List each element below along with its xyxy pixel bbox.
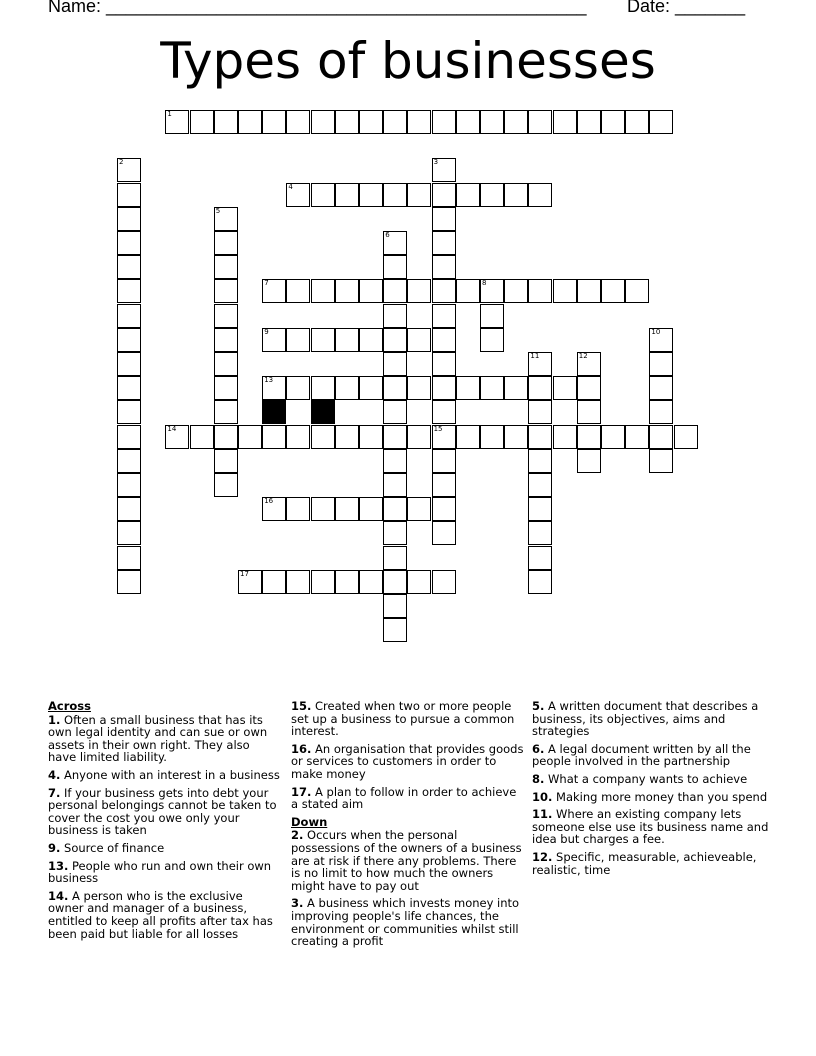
- grid-cell[interactable]: [649, 328, 673, 352]
- grid-cell[interactable]: [432, 473, 456, 497]
- grid-cell[interactable]: [432, 110, 456, 134]
- grid-cell[interactable]: [383, 497, 407, 521]
- grid-cell[interactable]: [165, 110, 189, 134]
- grid-cell[interactable]: [286, 110, 310, 134]
- grid-cell[interactable]: [432, 183, 456, 207]
- grid-cell[interactable]: [528, 497, 552, 521]
- grid-cell[interactable]: [649, 352, 673, 376]
- clues-column-3: [532, 700, 772, 881]
- grid-cell[interactable]: [432, 521, 456, 545]
- grid-cell[interactable]: [432, 400, 456, 424]
- grid-cell[interactable]: [262, 328, 286, 352]
- grid-cell[interactable]: [383, 231, 407, 255]
- grid-cell[interactable]: [432, 449, 456, 473]
- grid-cell[interactable]: [117, 376, 141, 400]
- grid-cell[interactable]: [359, 110, 383, 134]
- grid-cell[interactable]: [311, 570, 335, 594]
- grid-cell[interactable]: [214, 376, 238, 400]
- grid-cell[interactable]: [577, 110, 601, 134]
- clue-number: 3: [433, 158, 439, 167]
- grid-cell[interactable]: [674, 425, 698, 449]
- clue-number: 5: [215, 206, 221, 215]
- grid-cell[interactable]: [359, 279, 383, 303]
- grid-cell[interactable]: [214, 473, 238, 497]
- clue-down-5: 5. A written document that describes a business, its objectives, aims and strategies: [532, 699, 759, 739]
- grid-cell[interactable]: [407, 279, 431, 303]
- grid-cell[interactable]: [335, 376, 359, 400]
- grid-cell[interactable]: [238, 570, 262, 594]
- clue-down-8: 8. What a company wants to achieve: [532, 771, 748, 786]
- grid-cell[interactable]: [286, 328, 310, 352]
- grid-cell[interactable]: [383, 594, 407, 618]
- grid-cell[interactable]: [528, 425, 552, 449]
- grid-cell[interactable]: [311, 110, 335, 134]
- grid-cell[interactable]: [214, 207, 238, 231]
- grid-cell[interactable]: [528, 110, 552, 134]
- grid-cell[interactable]: [407, 425, 431, 449]
- clue-across-1: 1. Often a small business that has its own legal identity and can sue or own assets in their own right. They also have limited liability.: [48, 712, 268, 765]
- grid-cell[interactable]: [577, 376, 601, 400]
- grid-cell[interactable]: [528, 376, 552, 400]
- grid-cell[interactable]: [117, 400, 141, 424]
- grid-cell[interactable]: [117, 158, 141, 182]
- grid-cell[interactable]: [262, 279, 286, 303]
- grid-cell[interactable]: [286, 497, 310, 521]
- clue-across-9: 9. Source of finance: [48, 840, 165, 855]
- clue-number: 11: [530, 352, 540, 360]
- clue-number: 8: [482, 279, 487, 288]
- clue-across-16: 16. An organisation that provides goods or services to customers in order to make money: [291, 741, 524, 781]
- clue-down-3: 3. A business which invests money into improving people's life chances, the environment or communities whilst still creating a profit: [291, 896, 520, 949]
- grid-cell[interactable]: [625, 279, 649, 303]
- grid-cell[interactable]: [214, 400, 238, 424]
- clue-number: 17: [240, 569, 249, 578]
- grid-cell[interactable]: [504, 425, 528, 449]
- date-line[interactable]: _______: [675, 0, 746, 16]
- grid-cell[interactable]: [432, 279, 456, 303]
- clue-number: 4: [288, 182, 293, 191]
- grid-cell[interactable]: [553, 376, 577, 400]
- grid-cell[interactable]: [649, 110, 673, 134]
- grid-cell[interactable]: [383, 328, 407, 352]
- grid-cell[interactable]: [262, 110, 286, 134]
- grid-cell[interactable]: [117, 449, 141, 473]
- grid-cell[interactable]: [190, 110, 214, 134]
- grid-cell[interactable]: [214, 425, 238, 449]
- grid-cell[interactable]: [528, 400, 552, 424]
- clue-across-7: 7. If your business gets into debt your personal belongings cannot be taken to cover the cost you owe only your business is taken: [48, 785, 277, 838]
- grid-cell[interactable]: [456, 376, 480, 400]
- clue-number: 1: [167, 110, 172, 118]
- grid-cell[interactable]: [432, 158, 456, 182]
- grid-cell[interactable]: [311, 279, 335, 303]
- grid-cell[interactable]: [383, 400, 407, 424]
- grid-cell[interactable]: [432, 376, 456, 400]
- grid-cell[interactable]: [504, 376, 528, 400]
- name-line[interactable]: ________________________________________________: [106, 0, 587, 16]
- grid-cell[interactable]: [456, 425, 480, 449]
- clue-down-12: 12. Specific, measurable, achieveable, realistic, time: [532, 849, 757, 877]
- clue-number: 14: [167, 424, 177, 433]
- down-heading: Down: [291, 814, 328, 829]
- grid-cell[interactable]: [577, 352, 601, 376]
- grid-cell[interactable]: [577, 400, 601, 424]
- grid-cell[interactable]: [286, 279, 310, 303]
- grid-cell[interactable]: [383, 304, 407, 328]
- grid-cell[interactable]: [117, 497, 141, 521]
- grid-cell[interactable]: [649, 400, 673, 424]
- grid-cell[interactable]: [286, 425, 310, 449]
- grid-cell[interactable]: [528, 352, 552, 376]
- grid-cell[interactable]: [359, 183, 383, 207]
- grid-cell[interactable]: [601, 279, 625, 303]
- grid-cell[interactable]: [214, 304, 238, 328]
- grid-cell[interactable]: [383, 183, 407, 207]
- grid-cell[interactable]: [117, 279, 141, 303]
- grid-cell[interactable]: [214, 110, 238, 134]
- grid-cell[interactable]: [383, 279, 407, 303]
- grid-cell[interactable]: [601, 425, 625, 449]
- clue-number: 15: [433, 424, 443, 433]
- grid-cell[interactable]: [214, 449, 238, 473]
- clue-across-13: 13. People who run and own their own business: [48, 858, 272, 886]
- grid-cell[interactable]: [311, 425, 335, 449]
- date-label: Date:: [627, 0, 671, 16]
- clue-across-15: 15. Created when two or more people set up a business to pursue a common interest.: [291, 699, 515, 739]
- grid-cell[interactable]: [117, 352, 141, 376]
- puzzle-title: Types of businesses: [160, 32, 656, 90]
- grid-cell[interactable]: [649, 449, 673, 473]
- grid-cell[interactable]: [432, 352, 456, 376]
- grid-cell[interactable]: [407, 110, 431, 134]
- grid-cell[interactable]: [335, 497, 359, 521]
- grid-cell[interactable]: [480, 425, 504, 449]
- grid-cell[interactable]: [311, 497, 335, 521]
- grid-cell[interactable]: [432, 497, 456, 521]
- grid-cell[interactable]: [214, 255, 238, 279]
- grid-cell[interactable]: [504, 183, 528, 207]
- black-square: [311, 400, 335, 424]
- grid-cell[interactable]: [528, 570, 552, 594]
- grid-cell[interactable]: [117, 570, 141, 594]
- grid-cell[interactable]: [238, 425, 262, 449]
- grid-cell[interactable]: [383, 521, 407, 545]
- grid-cell[interactable]: [335, 110, 359, 134]
- grid-cell[interactable]: [407, 183, 431, 207]
- grid-cell[interactable]: [359, 328, 383, 352]
- clue-number: 7: [264, 279, 269, 288]
- grid-cell[interactable]: [262, 497, 286, 521]
- grid-cell[interactable]: [528, 449, 552, 473]
- grid-cell[interactable]: [601, 110, 625, 134]
- grid-cell[interactable]: [407, 328, 431, 352]
- grid-cell[interactable]: [577, 279, 601, 303]
- grid-cell[interactable]: [432, 328, 456, 352]
- grid-cell[interactable]: [480, 376, 504, 400]
- grid-cell[interactable]: [311, 183, 335, 207]
- grid-cell[interactable]: [335, 183, 359, 207]
- grid-cell[interactable]: [383, 110, 407, 134]
- grid-cell[interactable]: [214, 231, 238, 255]
- grid-cell[interactable]: [383, 570, 407, 594]
- grid-cell[interactable]: [311, 376, 335, 400]
- grid-cell[interactable]: [456, 183, 480, 207]
- grid-cell[interactable]: [504, 110, 528, 134]
- grid-cell[interactable]: [528, 473, 552, 497]
- clue-down-2: 2. Occurs when the personal possessions of the owners of a business are at risk if there any problems. There is no limit to how much the owners might have to pay out: [291, 828, 522, 893]
- clue-number: 10: [651, 327, 661, 336]
- grid-cell[interactable]: [383, 546, 407, 570]
- grid-cell[interactable]: [432, 255, 456, 279]
- grid-cell[interactable]: [214, 352, 238, 376]
- grid-cell[interactable]: [117, 546, 141, 570]
- clue-number: 2: [119, 158, 124, 167]
- grid-cell[interactable]: [407, 570, 431, 594]
- grid-cell[interactable]: [262, 570, 286, 594]
- grid-cell[interactable]: [504, 279, 528, 303]
- grid-cell[interactable]: [117, 207, 141, 231]
- grid-cell[interactable]: [359, 497, 383, 521]
- grid-cell[interactable]: [383, 352, 407, 376]
- grid-cell[interactable]: [625, 110, 649, 134]
- clue-down-10: 10. Making more money than you spend: [532, 789, 768, 804]
- clue-number: 13: [264, 376, 274, 385]
- grid-cell[interactable]: [528, 279, 552, 303]
- grid-cell[interactable]: [432, 425, 456, 449]
- grid-cell[interactable]: [262, 425, 286, 449]
- grid-cell[interactable]: [649, 376, 673, 400]
- grid-cell[interactable]: [528, 546, 552, 570]
- grid-cell[interactable]: [383, 473, 407, 497]
- grid-cell[interactable]: [480, 183, 504, 207]
- grid-cell[interactable]: [383, 618, 407, 642]
- grid-cell[interactable]: [286, 376, 310, 400]
- grid-cell[interactable]: [117, 521, 141, 545]
- clue-down-11: 11. Where an existing company lets someone else use its business name and idea but charges a fee.: [532, 807, 769, 847]
- clue-across-14: 14. A person who is the exclusive owner and manager of a business, entitled to keep all profits after tax has been paid but liable for all losses: [48, 888, 273, 941]
- grid-cell[interactable]: [190, 425, 214, 449]
- clue-across-4: 4. Anyone with an interest in a business: [48, 767, 280, 782]
- grid-cell[interactable]: [286, 183, 310, 207]
- grid-cell[interactable]: [432, 207, 456, 231]
- grid-cell[interactable]: [335, 425, 359, 449]
- clue-number: 6: [385, 231, 390, 239]
- name-label: Name:: [48, 0, 102, 16]
- grid-cell[interactable]: [407, 497, 431, 521]
- grid-cell[interactable]: [383, 255, 407, 279]
- grid-cell[interactable]: [286, 570, 310, 594]
- grid-cell[interactable]: [359, 570, 383, 594]
- grid-cell[interactable]: [528, 521, 552, 545]
- grid-cell[interactable]: [383, 449, 407, 473]
- grid-cell[interactable]: [480, 279, 504, 303]
- grid-cell[interactable]: [117, 304, 141, 328]
- grid-cell[interactable]: [335, 328, 359, 352]
- clues-column-2: [291, 700, 525, 953]
- grid-cell[interactable]: [432, 231, 456, 255]
- grid-cell[interactable]: [553, 425, 577, 449]
- grid-cell[interactable]: [649, 425, 673, 449]
- grid-cell[interactable]: [214, 328, 238, 352]
- grid-cell[interactable]: [214, 279, 238, 303]
- grid-cell[interactable]: [577, 425, 601, 449]
- grid-cell[interactable]: [335, 570, 359, 594]
- grid-cell[interactable]: [577, 449, 601, 473]
- across-heading: Across: [48, 699, 91, 713]
- grid-cell[interactable]: [359, 376, 383, 400]
- grid-cell[interactable]: [335, 279, 359, 303]
- clue-number: 12: [578, 352, 588, 360]
- grid-cell[interactable]: [480, 110, 504, 134]
- grid-cell[interactable]: [117, 231, 141, 255]
- clue-number: 9: [264, 327, 269, 336]
- clues-column-1: [48, 700, 280, 945]
- grid-cell[interactable]: [117, 473, 141, 497]
- grid-cell[interactable]: [117, 183, 141, 207]
- grid-cell[interactable]: [383, 376, 407, 400]
- clue-down-6: 6. A legal document written by all the people involved in the partnership: [532, 741, 751, 769]
- grid-cell[interactable]: [407, 376, 431, 400]
- grid-cell[interactable]: [359, 425, 383, 449]
- grid-cell[interactable]: [480, 328, 504, 352]
- grid-cell[interactable]: [528, 183, 552, 207]
- grid-cell[interactable]: [117, 425, 141, 449]
- grid-cell[interactable]: [553, 110, 577, 134]
- grid-cell[interactable]: [117, 255, 141, 279]
- clue-across-17: 17. A plan to follow in order to achieve a stated aim: [291, 784, 517, 812]
- grid-cell[interactable]: [262, 376, 286, 400]
- grid-cell[interactable]: [432, 304, 456, 328]
- grid-cell[interactable]: [165, 425, 189, 449]
- grid-cell[interactable]: [456, 279, 480, 303]
- grid-cell[interactable]: [311, 328, 335, 352]
- grid-cell[interactable]: [553, 279, 577, 303]
- grid-cell[interactable]: [117, 328, 141, 352]
- grid-cell[interactable]: [432, 570, 456, 594]
- black-square: [262, 400, 286, 424]
- clue-number: 16: [264, 497, 274, 506]
- grid-cell[interactable]: [383, 425, 407, 449]
- grid-cell[interactable]: [625, 425, 649, 449]
- grid-cell[interactable]: [480, 304, 504, 328]
- grid-cell[interactable]: [238, 110, 262, 134]
- grid-cell[interactable]: [456, 110, 480, 134]
